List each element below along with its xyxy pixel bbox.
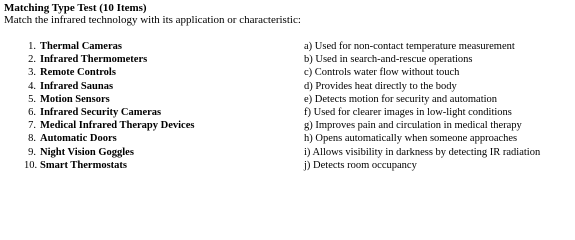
term-item [24,132,284,145]
term-number: 6. [28,106,36,118]
description-item: h) Opens automatically when someone approaches [304,133,518,145]
term-item [24,66,284,79]
term-item [24,93,284,106]
term-item [24,40,284,53]
matching-test-document [4,2,571,171]
term-text: Motion Sensors [40,93,110,105]
term-text: Remote Controls [40,67,116,79]
term-number: 9. [28,146,36,158]
term-text: Medical Infrared Therapy Devices [40,120,195,132]
term-text: Smart Thermostats [40,159,128,171]
term-text: Infrared Security Cameras [40,106,162,118]
term-number: 3. [28,67,36,79]
term-number: 1. [28,41,36,52]
description-item: e) Detects motion for security and automation [304,93,498,105]
term-item [24,53,284,66]
term-item [24,159,284,172]
term-number: 5. [28,93,36,105]
test-instructions: Match the infrared technology with its application or characteristic: [4,14,301,26]
term-item [24,119,284,132]
description-item: c) Controls water flow without touch [304,67,460,79]
test-title: Matching Type Test (10 Items) [4,2,147,14]
terms-list [24,40,284,172]
term-item [24,80,284,93]
description-item: f) Used for clearer images in low-light conditions [304,107,512,119]
term-item [24,106,284,119]
term-text: Night Vision Goggles [40,146,134,158]
description-item: i) Allows visibility in darkness by detecting IR radiation [304,146,541,158]
term-text: Automatic Doors [40,133,117,145]
description-item: b) Used in search-and-rescue operations [304,54,473,66]
term-text: Infrared Thermometers [40,54,148,66]
term-number: 4. [28,80,36,92]
descriptions-list [304,40,566,172]
term-text: Infrared Saunas [40,80,114,92]
term-item [24,146,284,159]
term-number: 7. [28,120,36,132]
description-item: g) Improves pain and circulation in medical therapy [304,120,522,132]
term-number: 2. [28,54,36,66]
description-item: d) Provides heat directly to the body [304,80,457,92]
description-item: a) Used for non-contact temperature measurement [304,41,515,52]
term-text: Thermal Cameras [40,41,122,52]
description-item: j) Detects room occupancy [304,159,417,171]
term-number: 10. [24,159,38,171]
term-number: 8. [28,133,36,145]
